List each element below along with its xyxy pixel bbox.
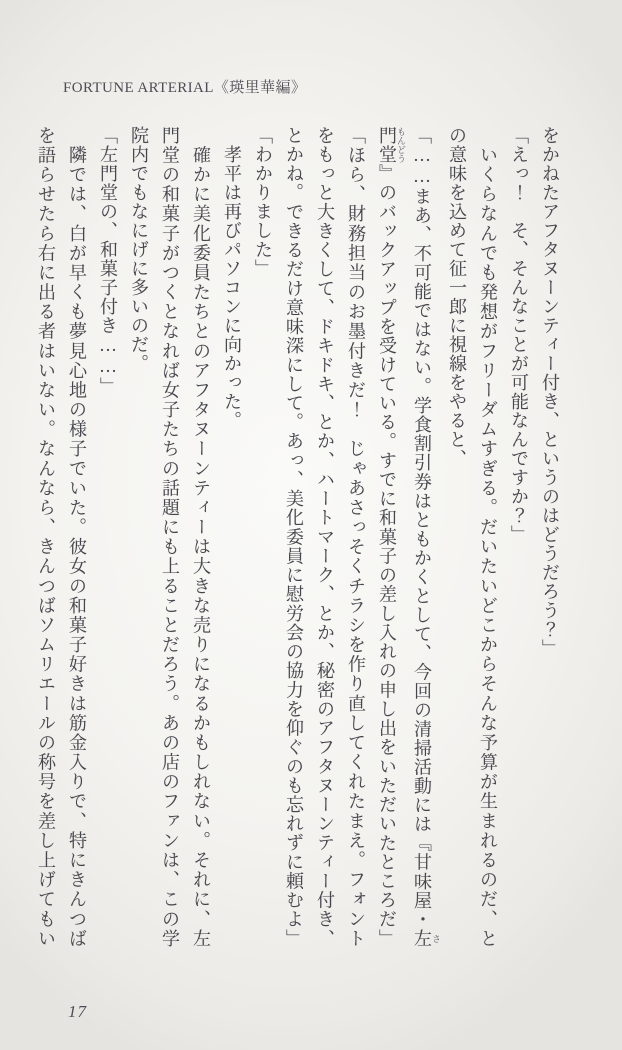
text-line: 「左門堂の、和菓子付き……」 (98, 126, 118, 396)
text-line: 「……まあ、不可能ではない。学食割引券はともかくとして、今回の清掃活動には『甘味屋・左 さ (412, 126, 441, 948)
text-line: 門堂の和菓子がつくとなれば女子たちの話題にも上ることだろう。あの店のファンは、この学 (160, 126, 180, 948)
text-line: 孝平は再びパソコンに向かった。 (222, 126, 242, 430)
text-line: 「えっ！ そ、そんなことが可能なんですか？」 (509, 126, 529, 544)
text-line: 確かに美化委員たちとのアフタヌーンティーは大きな売りになるかもしれない。それに、左 (191, 126, 211, 948)
text-line: の意味を込めて征一郎に視線をやると、 (447, 126, 467, 468)
text-line: いくらなんでも発想がフリーダムすぎる。だいたいどこからそんな予算が生まれるのだ、と (478, 126, 498, 948)
text-line: 門堂 もんどう』のバックアップを受けている。すでに和菓子の差し入れの申し出をいただいたところだ」 (377, 126, 406, 949)
text-line: をもっと大きくして、ドキドキ、とか、ハートマーク、とか、秘密のアフタヌーンティー付き、 (315, 126, 335, 948)
body-text (30, 126, 565, 948)
running-header: FORTUNE ARTERIAL《瑛里華編》 (63, 80, 307, 96)
text-line: とかね。できるだけ意味深にして。あっ、美化委員に慰労会の協力を仰ぐのも忘れずに頼むよ」 (284, 126, 304, 948)
furigana: もんどう (396, 126, 406, 165)
ruby-annotated-word: 門堂 もんどう (377, 126, 406, 165)
text-line: 院内でもなにげに多いのだ。 (129, 126, 149, 373)
furigana: さ (431, 929, 441, 948)
text-line: 「ほら、財務担当のお墨付きだ！ じゃあさっそくチラシを作り直してくれたまえ。フォント (346, 126, 366, 948)
ruby-annotated-word: 左 さ (412, 929, 441, 948)
text-line: を語らせたら右に出る者はいない。なんなら、きんつばソムリエールの称号を差し上げてもい (36, 126, 56, 948)
text-line: 隣では、白が早くも夢見心地の様子でいた。彼女の和菓子好きは筋金入りで、特にきんつば (67, 126, 87, 948)
text-line: をかねたアフタヌーンティー付き、というのはどうだろう？」 (540, 126, 560, 658)
page-number: 17 (68, 1002, 87, 1021)
text-line: 「わかりました」 (253, 126, 273, 278)
